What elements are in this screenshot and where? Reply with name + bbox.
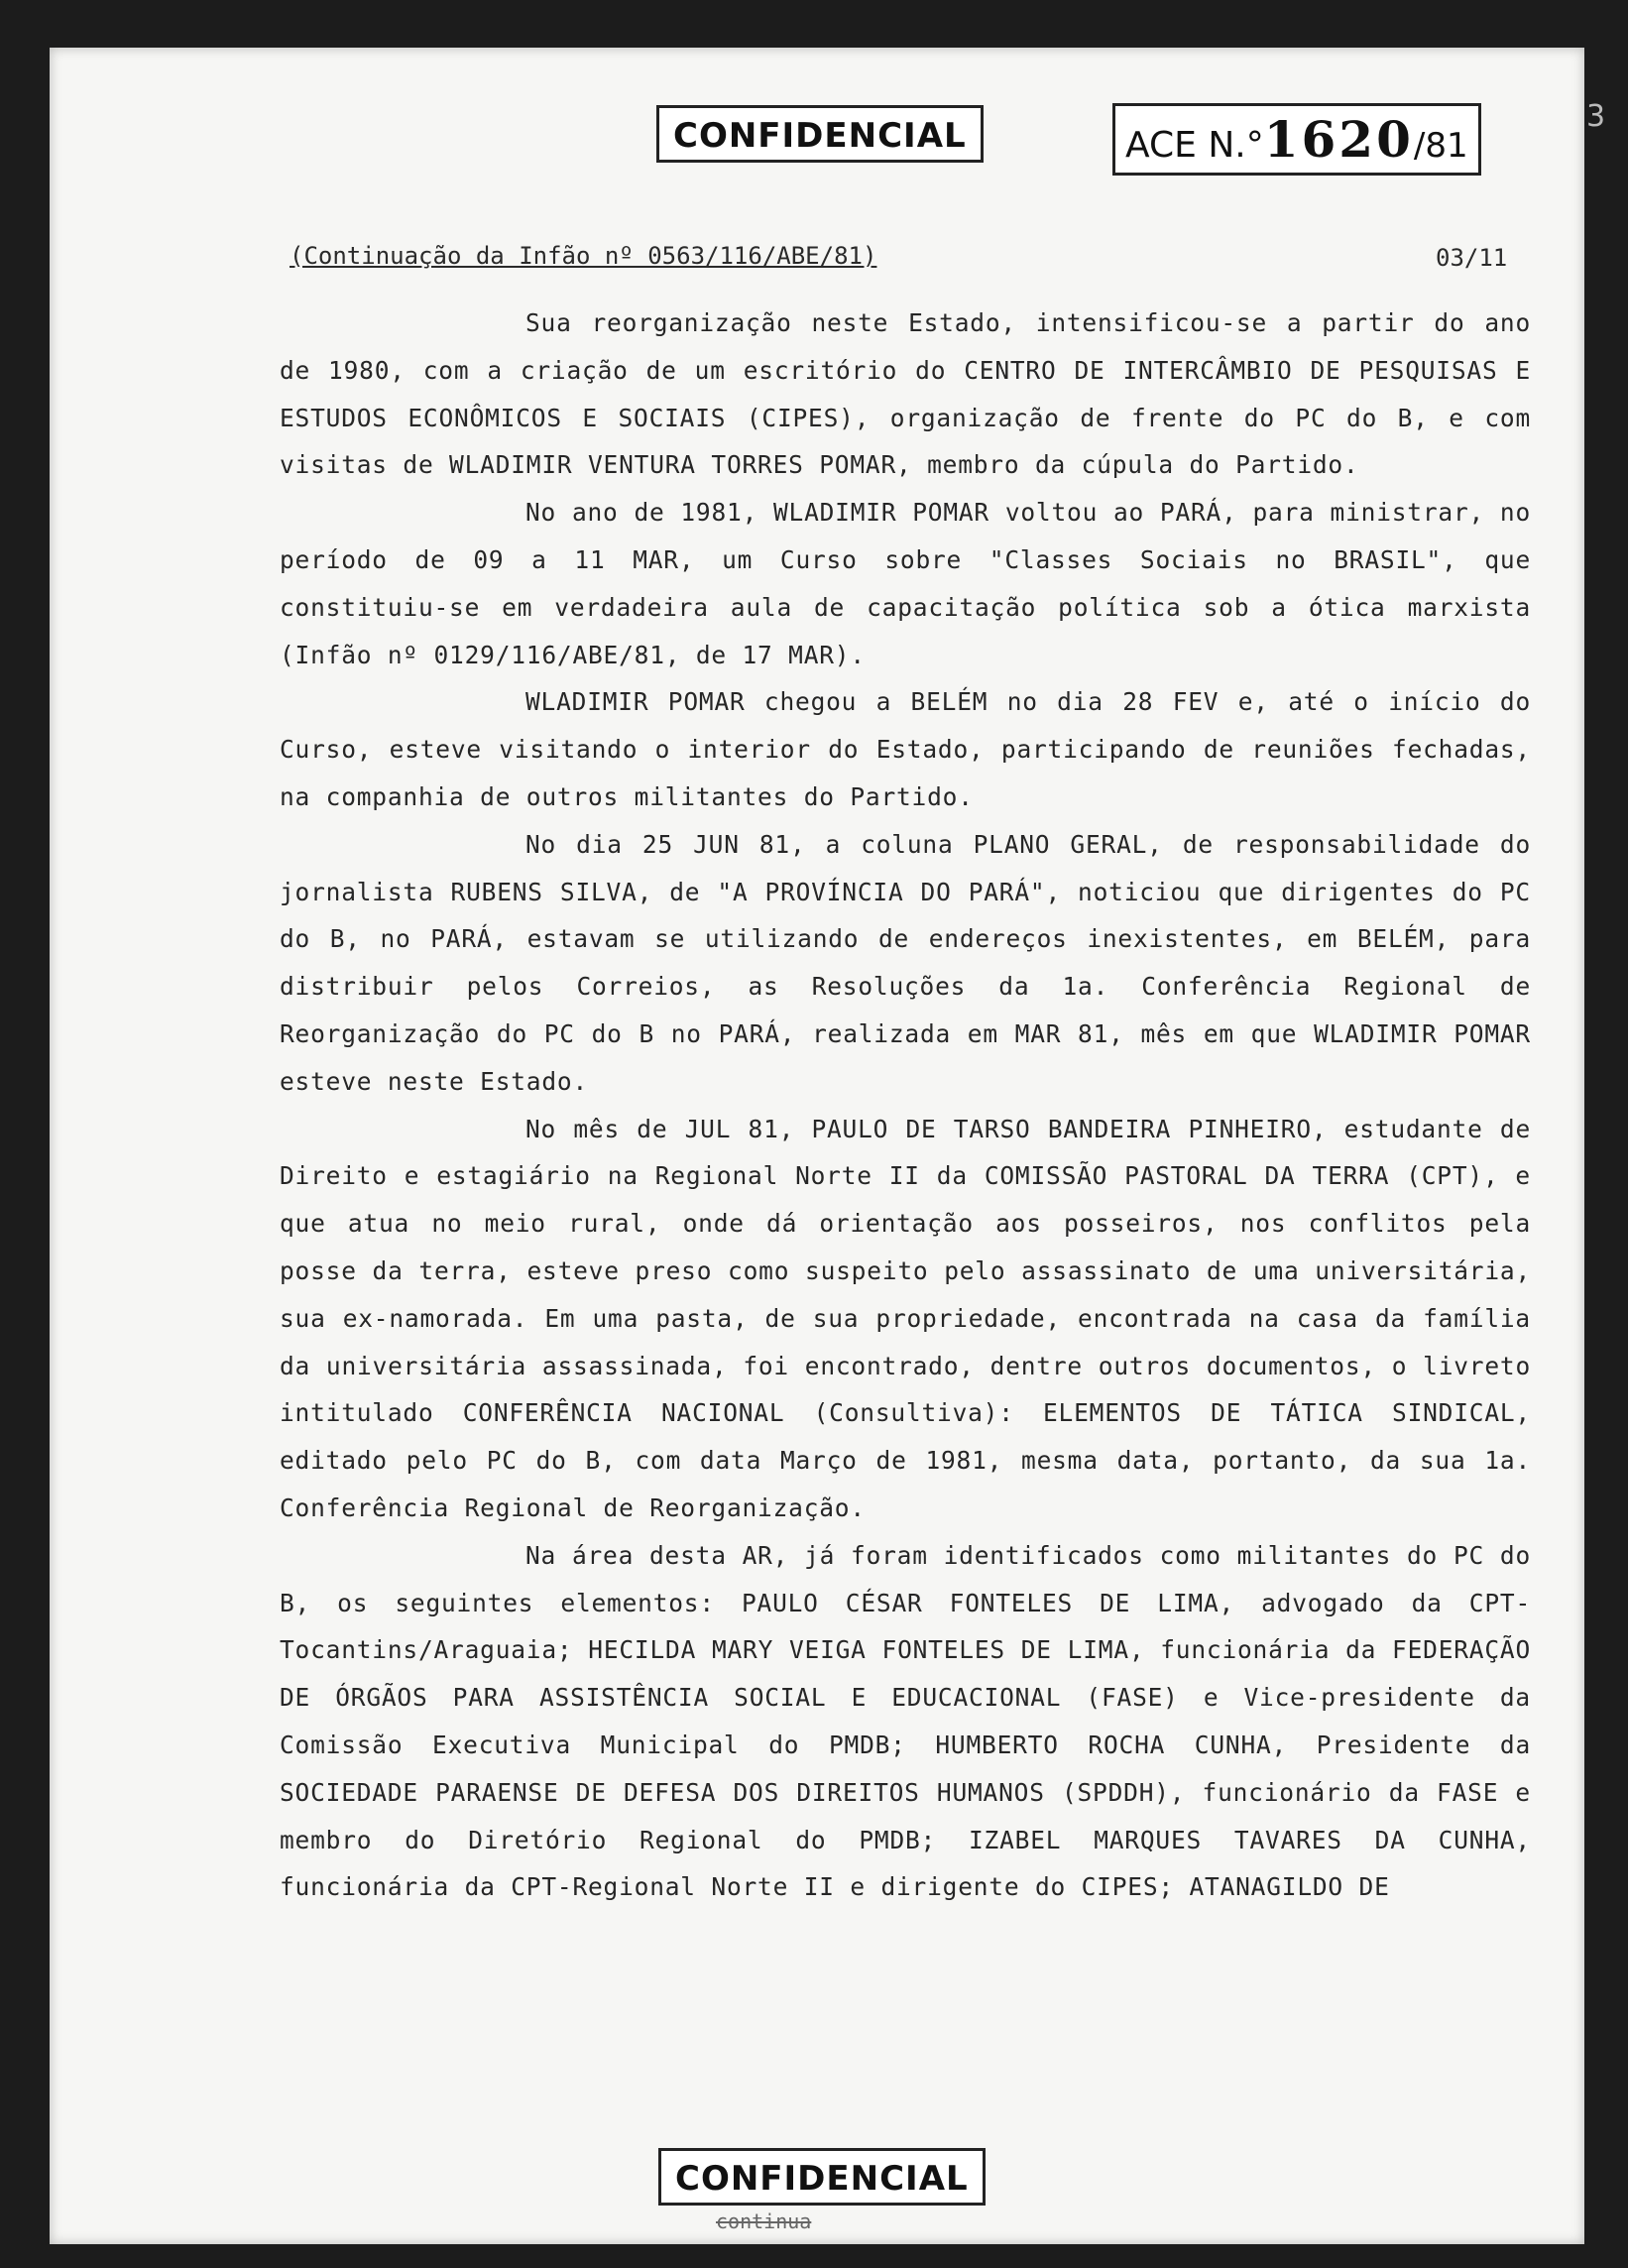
paragraph: No ano de 1981, WLADIMIR POMAR voltou ao PARÁ, para ministrar, no período de 09 a 11 MAR, um Curso sobre "Classes Sociais no BRASIL", que constituiu-se em verdadeira aula de capacitação política sob a ótica marxista (Infão nº 0129/116/ABE/81, de 17 MAR).	[280, 498, 1531, 669]
paragraph: Na área desta AR, já foram identificados como militantes do PC do B, os seguintes elementos: PAULO CÉSAR FONTELES DE LIMA, advogado da CPT-Tocantins/Araguaia; HECILDA MARY VEIGA FONTELES DE LIMA, funcionária da FEDERAÇÃO DE ÓRGÃOS PARA ASSISTÊNCIA SOCIAL E EDUCACIONAL (FASE) e Vice-presidente da Comissão Executiva Municipal do PMDB; HUMBERTO ROCHA CUNHA, Presidente da SOCIEDADE PARAENSE DE DEFESA DOS DIREITOS HUMANOS (SPDDH), funcionário da FASE e membro do Diretório Regional do PMDB; IZABEL MARQUES TAVARES DA CUNHA, funcionária da CPT-Regional Norte II e dirigente do CIPES; ATANAGILDO DE	[280, 1540, 1531, 1902]
page-number: 03/11	[1436, 244, 1508, 272]
continuation-header: (Continuação da Infão nº 0563/116/ABE/81)	[290, 242, 877, 270]
paragraph: No mês de JUL 81, PAULO DE TARSO BANDEIRA PINHEIRO, estudante de Direito e estagiário na Regional Norte II da COMISSÃO PASTORAL DA TERRA (CPT), e que atua no meio rural, onde dá orientação aos posseiros, nos conflitos pela posse da terra, esteve preso como suspeito pelo assassinato de uma universitária, sua ex-namorada. Em uma pasta, de sua propriedade, encontrada na casa da família da universitária assassinada, foi encontrado, dentre outros documentos, o livreto intitulado CONFERÊNCIA NACIONAL (Consultiva): ELEMENTOS DE TÁTICA SINDICAL, editado pelo PC do B, com data Março de 1981, mesma data, portanto, da sua 1a. Conferência Regional de Reorganização.	[280, 1114, 1531, 1522]
ace-number: 1620	[1263, 110, 1414, 169]
continua-note: continua	[716, 2209, 812, 2233]
paragraph: No dia 25 JUN 81, a coluna PLANO GERAL, de responsabilidade do jornalista RUBENS SILVA, de "A PROVÍNCIA DO PARÁ", noticiou que dirigentes do PC do B, no PARÁ, estavam se utilizando de endereços inexistentes, em BELÉM, para distribuir pelos Correios, as Resoluções da 1a. Conferência Regional de Reorganização do PC do B no PARÁ, realizada em MAR 81, mês em que WLADIMIR POMAR esteve neste Estado.	[280, 829, 1531, 1096]
ace-year: /81	[1413, 126, 1468, 166]
paragraph: Sua reorganização neste Estado, intensificou-se a partir do ano de 1980, com a criação de um escritório do CENTRO DE INTERCÂMBIO DE PESQUISAS E ESTUDOS ECONÔMICOS E SOCIAIS (CIPES), organização de frente do PC do B, e com visitas de WLADIMIR VENTURA TORRES POMAR, membro da cúpula do Partido.	[280, 308, 1531, 480]
confidential-stamp-top: CONFIDENCIAL	[656, 105, 984, 163]
paragraph: WLADIMIR POMAR chegou a BELÉM no dia 28 FEV e, até o início do Curso, esteve visitando o interior do Estado, participando de reuniões fechadas, na companhia de outros militantes do Partido.	[280, 687, 1531, 811]
confidential-stamp-bottom: CONFIDENCIAL	[658, 2148, 986, 2206]
ace-prefix: ACE N.°	[1125, 125, 1264, 166]
document-page	[50, 48, 1606, 2244]
document-body	[280, 299, 1531, 1911]
ace-number-stamp	[1112, 103, 1481, 176]
corner-page-mark: 3	[1586, 99, 1606, 134]
